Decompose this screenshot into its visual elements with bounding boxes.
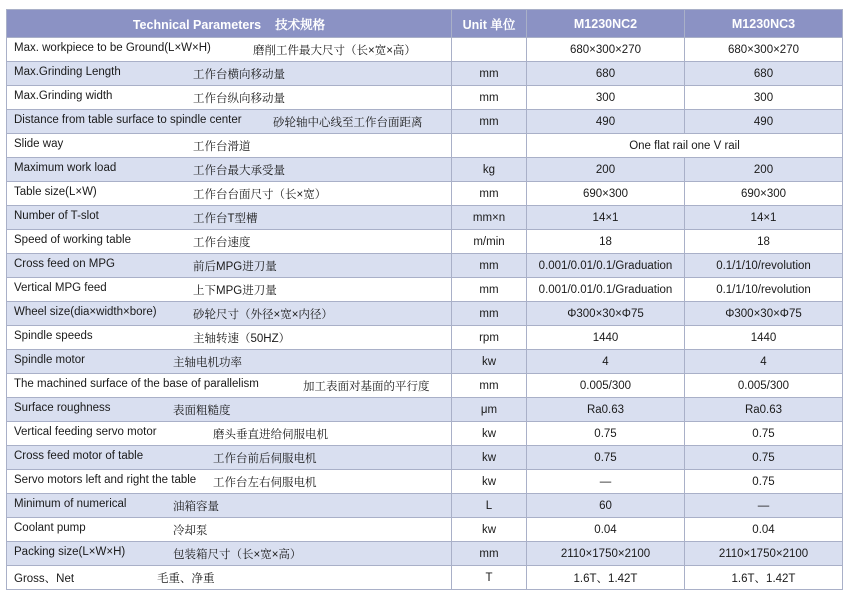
value-merged: One flat rail one V rail — [527, 134, 843, 158]
value-model-b: 0.005/300 — [685, 374, 843, 398]
parameter-cn: 主轴转速（50HZ） — [193, 333, 291, 345]
parameter-cn: 表面粗糙度 — [173, 405, 231, 417]
parameter-cn: 毛重、净重 — [157, 573, 215, 585]
table-row — [7, 158, 843, 182]
parameter-cn: 工作台左右伺服电机 — [213, 477, 317, 489]
parameter-cn: 磨削工件最大尺寸（长×宽×高） — [253, 45, 416, 57]
parameter-en: Surface roughness — [14, 402, 111, 414]
unit-cell: kw — [452, 470, 527, 494]
parameter-cn: 前后MPG进刀量 — [193, 261, 277, 273]
value-model-a: 1440 — [527, 326, 685, 350]
value-model-a: 680×300×270 — [527, 38, 685, 62]
parameter-cell — [7, 398, 452, 422]
parameter-cell — [7, 62, 452, 86]
parameter-cell — [7, 566, 452, 590]
unit-cell: rpm — [452, 326, 527, 350]
table-row — [7, 446, 843, 470]
value-model-a: 0.005/300 — [527, 374, 685, 398]
table-row — [7, 62, 843, 86]
unit-cell — [452, 134, 527, 158]
value-model-a: 490 — [527, 110, 685, 134]
parameter-cn: 工作台纵向移动量 — [193, 93, 285, 105]
parameter-en: Spindle speeds — [14, 330, 93, 342]
unit-cell: mm — [452, 374, 527, 398]
parameter-cell — [7, 86, 452, 110]
parameter-cn: 油箱容量 — [173, 501, 219, 513]
parameter-en: The machined surface of the base of parallelism — [14, 378, 259, 390]
table-row — [7, 518, 843, 542]
parameter-en: Gross、Net — [14, 573, 75, 585]
table-row — [7, 422, 843, 446]
unit-cell — [452, 38, 527, 62]
unit-cell: mm×n — [452, 206, 527, 230]
value-model-b: 490 — [685, 110, 843, 134]
parameter-cn: 上下MPG进刀量 — [193, 285, 277, 297]
parameter-cell — [7, 254, 452, 278]
value-model-a: 0.75 — [527, 446, 685, 470]
value-model-b: 200 — [685, 158, 843, 182]
parameter-en: Maximum work load — [14, 162, 117, 174]
value-model-b: 2110×1750×2100 — [685, 542, 843, 566]
value-model-a: Ra0.63 — [527, 398, 685, 422]
value-model-a: 0.001/0.01/0.1/Graduation — [527, 254, 685, 278]
parameter-en: Servo motors left and right the table — [14, 474, 197, 486]
parameter-cell — [7, 542, 452, 566]
parameter-en: Wheel size(dia×width×bore) — [14, 306, 157, 318]
table-row — [7, 494, 843, 518]
parameter-en: Cross feed motor of table — [14, 450, 144, 462]
parameter-cell — [7, 374, 452, 398]
value-model-a: 60 — [527, 494, 685, 518]
parameter-cn: 冷却泵 — [173, 525, 208, 537]
table-row — [7, 110, 843, 134]
parameter-cell — [7, 470, 452, 494]
unit-cell: kw — [452, 422, 527, 446]
value-model-a: — — [527, 470, 685, 494]
value-model-a: 18 — [527, 230, 685, 254]
table-row — [7, 278, 843, 302]
unit-cell: mm — [452, 254, 527, 278]
header-parameters — [7, 10, 452, 38]
value-model-a: 300 — [527, 86, 685, 110]
parameter-cell — [7, 134, 452, 158]
parameter-en: Max. workpiece to be Ground(L×W×H) — [14, 42, 211, 54]
parameter-en: Vertical feeding servo motor — [14, 426, 157, 438]
header-model-b: M1230NC3 — [685, 10, 843, 38]
header-model-a: M1230NC2 — [527, 10, 685, 38]
table-row — [7, 38, 843, 62]
parameter-cell — [7, 326, 452, 350]
value-model-a: Φ300×30×Φ75 — [527, 302, 685, 326]
parameter-cell — [7, 302, 452, 326]
parameter-cell — [7, 230, 452, 254]
value-model-b: 680×300×270 — [685, 38, 843, 62]
parameter-cell — [7, 518, 452, 542]
value-model-a: 1.6T、1.42T — [527, 566, 685, 590]
value-model-b: 0.75 — [685, 470, 843, 494]
table-row — [7, 134, 843, 158]
table-row — [7, 182, 843, 206]
table-row — [7, 86, 843, 110]
value-model-b: 690×300 — [685, 182, 843, 206]
value-model-b: 4 — [685, 350, 843, 374]
value-model-a: 0.04 — [527, 518, 685, 542]
value-model-a: 4 — [527, 350, 685, 374]
parameter-en: Speed of working table — [14, 234, 131, 246]
parameter-cn: 加工表面对基面的平行度 — [303, 381, 430, 393]
table-row — [7, 542, 843, 566]
unit-cell: kw — [452, 518, 527, 542]
parameter-cell — [7, 110, 452, 134]
value-model-b: Ra0.63 — [685, 398, 843, 422]
unit-cell: L — [452, 494, 527, 518]
unit-cell: mm — [452, 302, 527, 326]
value-model-b: — — [685, 494, 843, 518]
parameter-cell — [7, 350, 452, 374]
table-row — [7, 470, 843, 494]
value-model-a: 2110×1750×2100 — [527, 542, 685, 566]
value-model-a: 0.75 — [527, 422, 685, 446]
parameter-en: Number of T-slot — [14, 210, 99, 222]
parameter-cn: 砂轮轴中心线至工作台面距离 — [273, 117, 423, 129]
value-model-b: 0.04 — [685, 518, 843, 542]
value-model-b: Φ300×30×Φ75 — [685, 302, 843, 326]
value-model-b: 0.75 — [685, 446, 843, 470]
parameter-cell — [7, 446, 452, 470]
unit-cell: kw — [452, 446, 527, 470]
unit-cell: mm — [452, 182, 527, 206]
parameter-cell — [7, 158, 452, 182]
parameter-en: Coolant pump — [14, 522, 86, 534]
table-row — [7, 566, 843, 590]
value-model-b: 300 — [685, 86, 843, 110]
parameter-cn: 工作台最大承受量 — [193, 165, 285, 177]
parameter-en: Max.Grinding width — [14, 90, 113, 102]
parameter-en: Distance from table surface to spindle center — [14, 114, 242, 126]
value-model-b: 0.75 — [685, 422, 843, 446]
spec-body — [7, 38, 843, 590]
value-model-b: 14×1 — [685, 206, 843, 230]
parameter-cn: 磨头垂直进给伺服电机 — [213, 429, 328, 441]
parameter-cell — [7, 278, 452, 302]
parameter-cell — [7, 206, 452, 230]
parameter-en: Table size(L×W) — [14, 186, 97, 198]
parameter-cell — [7, 182, 452, 206]
parameter-cn: 工作台T型槽 — [193, 213, 258, 225]
table-row — [7, 350, 843, 374]
table-row — [7, 326, 843, 350]
parameter-cn: 包装箱尺寸（长×宽×高） — [173, 549, 302, 561]
value-model-a: 690×300 — [527, 182, 685, 206]
value-model-a: 0.001/0.01/0.1/Graduation — [527, 278, 685, 302]
parameter-cn: 工作台速度 — [193, 237, 251, 249]
unit-cell: kw — [452, 350, 527, 374]
value-model-a: 200 — [527, 158, 685, 182]
unit-cell: mm — [452, 110, 527, 134]
value-model-b: 1.6T、1.42T — [685, 566, 843, 590]
unit-cell: m/min — [452, 230, 527, 254]
table-row — [7, 206, 843, 230]
parameter-en: Max.Grinding Length — [14, 66, 121, 78]
header-param-en: Technical Parameters — [132, 17, 262, 32]
table-row — [7, 374, 843, 398]
value-model-a: 14×1 — [527, 206, 685, 230]
parameter-cell — [7, 422, 452, 446]
unit-cell: μm — [452, 398, 527, 422]
parameter-en: Vertical MPG feed — [14, 282, 107, 294]
value-model-a: 680 — [527, 62, 685, 86]
spec-table — [6, 9, 843, 590]
value-model-b: 18 — [685, 230, 843, 254]
parameter-cell — [7, 38, 452, 62]
unit-cell: mm — [452, 62, 527, 86]
table-row — [7, 398, 843, 422]
parameter-en: Packing size(L×W×H) — [14, 546, 126, 558]
parameter-cn: 砂轮尺寸（外径×宽×内径） — [193, 309, 333, 321]
parameter-cn: 工作台横向移动量 — [193, 69, 285, 81]
unit-cell: kg — [452, 158, 527, 182]
parameter-cn: 工作台台面尺寸（长×宽） — [193, 189, 327, 201]
parameter-en: Minimum of numerical — [14, 498, 127, 510]
value-model-b: 0.1/1/10/revolution — [685, 254, 843, 278]
parameter-cn: 主轴电机功率 — [173, 357, 242, 369]
value-model-b: 1440 — [685, 326, 843, 350]
header-row — [7, 10, 843, 38]
parameter-en: Cross feed on MPG — [14, 258, 115, 270]
parameter-cn: 工作台前后伺服电机 — [213, 453, 317, 465]
unit-cell: mm — [452, 542, 527, 566]
value-model-b: 680 — [685, 62, 843, 86]
header-param-cn: 技术规格 — [275, 17, 326, 32]
unit-cell: mm — [452, 278, 527, 302]
parameter-en: Slide way — [14, 138, 64, 150]
value-model-b: 0.1/1/10/revolution — [685, 278, 843, 302]
unit-cell: mm — [452, 86, 527, 110]
table-row — [7, 254, 843, 278]
table-row — [7, 302, 843, 326]
parameter-en: Spindle motor — [14, 354, 85, 366]
table-row — [7, 230, 843, 254]
header-unit: Unit 单位 — [452, 10, 527, 38]
parameter-cell — [7, 494, 452, 518]
parameter-cn: 工作台滑道 — [193, 141, 251, 153]
unit-cell: T — [452, 566, 527, 590]
